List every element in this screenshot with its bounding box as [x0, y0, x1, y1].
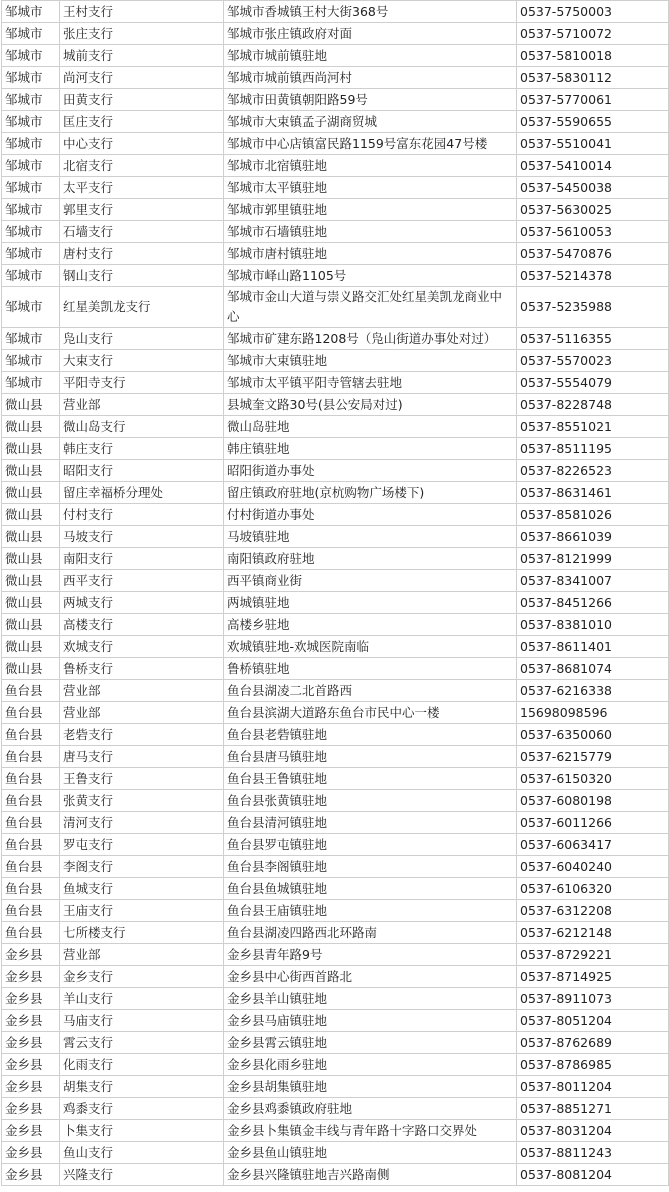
city-cell: 邹城市	[2, 45, 60, 67]
table-row	[2, 482, 669, 504]
table-row	[2, 265, 669, 287]
address-cell: 付村街道办事处	[224, 504, 517, 526]
address-cell: 韩庄镇驻地	[224, 438, 517, 460]
branch-name-cell: 马庙支行	[60, 1010, 224, 1032]
city-cell: 微山县	[2, 592, 60, 614]
phone-cell: 0537-6011266	[517, 812, 669, 834]
address-cell: 金乡县马庙镇驻地	[224, 1010, 517, 1032]
table-row	[2, 372, 669, 394]
phone-cell: 0537-6150320	[517, 768, 669, 790]
table-row	[2, 89, 669, 111]
phone-cell: 0537-8611401	[517, 636, 669, 658]
address-cell: 邹城市唐村镇驻地	[224, 243, 517, 265]
address-cell: 两城镇驻地	[224, 592, 517, 614]
branch-name-cell: 七所楼支行	[60, 922, 224, 944]
table-row	[2, 944, 669, 966]
table-row	[2, 812, 669, 834]
phone-cell: 0537-8011204	[517, 1076, 669, 1098]
address-cell: 鱼台县罗屯镇驻地	[224, 834, 517, 856]
city-cell: 鱼台县	[2, 900, 60, 922]
address-cell: 邹城市郭里镇驻地	[224, 199, 517, 221]
address-cell: 鱼台县唐马镇驻地	[224, 746, 517, 768]
city-cell: 邹城市	[2, 243, 60, 265]
branch-name-cell: 匡庄支行	[60, 111, 224, 133]
branch-name-cell: 羊山支行	[60, 988, 224, 1010]
address-cell: 南阳镇政府驻地	[224, 548, 517, 570]
branch-name-cell: 昭阳支行	[60, 460, 224, 482]
phone-cell: 0537-6312208	[517, 900, 669, 922]
branch-name-cell: 尚河支行	[60, 67, 224, 89]
address-cell: 鱼台县湖凌四路西北环路南	[224, 922, 517, 944]
phone-cell: 0537-5235988	[517, 287, 669, 328]
phone-cell: 0537-8051204	[517, 1010, 669, 1032]
table-row	[2, 23, 669, 45]
branch-name-cell: 城前支行	[60, 45, 224, 67]
table-row	[2, 1142, 669, 1164]
city-cell: 金乡县	[2, 1032, 60, 1054]
phone-cell: 0537-6080198	[517, 790, 669, 812]
city-cell: 金乡县	[2, 1098, 60, 1120]
address-cell: 昭阳街道办事处	[224, 460, 517, 482]
phone-cell: 0537-8811243	[517, 1142, 669, 1164]
branch-name-cell: 钢山支行	[60, 265, 224, 287]
branch-name-cell: 南阳支行	[60, 548, 224, 570]
address-cell: 鲁桥镇驻地	[224, 658, 517, 680]
address-cell: 西平镇商业街	[224, 570, 517, 592]
address-cell: 邹城市城前镇西尚河村	[224, 67, 517, 89]
city-cell: 微山县	[2, 482, 60, 504]
address-cell: 鱼台县湖凌二北首路西	[224, 680, 517, 702]
phone-cell: 0537-8786985	[517, 1054, 669, 1076]
city-cell: 微山县	[2, 504, 60, 526]
address-cell: 邹城市大束镇孟子湖商贸城	[224, 111, 517, 133]
city-cell: 金乡县	[2, 966, 60, 988]
city-cell: 鱼台县	[2, 790, 60, 812]
phone-cell: 0537-5570023	[517, 350, 669, 372]
branch-name-cell: 田黄支行	[60, 89, 224, 111]
phone-cell: 0537-6216338	[517, 680, 669, 702]
branch-name-cell: 太平支行	[60, 177, 224, 199]
phone-cell: 0537-8581026	[517, 504, 669, 526]
branch-name-cell: 北宿支行	[60, 155, 224, 177]
city-cell: 邹城市	[2, 89, 60, 111]
city-cell: 金乡县	[2, 988, 60, 1010]
table-row	[2, 856, 669, 878]
table-row	[2, 548, 669, 570]
city-cell: 邹城市	[2, 350, 60, 372]
phone-cell: 0537-6350060	[517, 724, 669, 746]
address-cell: 金乡县中心街西首路北	[224, 966, 517, 988]
address-cell: 邹城市城前镇驻地	[224, 45, 517, 67]
table-row	[2, 350, 669, 372]
branch-name-cell: 霄云支行	[60, 1032, 224, 1054]
phone-cell: 0537-8851271	[517, 1098, 669, 1120]
address-cell: 留庄镇政府驻地(京杭购物广场楼下)	[224, 482, 517, 504]
branch-name-cell: 高楼支行	[60, 614, 224, 636]
branch-name-cell: 营业部	[60, 702, 224, 724]
branch-name-cell: 红星美凯龙支行	[60, 287, 224, 328]
address-cell: 鱼台县王鲁镇驻地	[224, 768, 517, 790]
branch-name-cell: 马坡支行	[60, 526, 224, 548]
city-cell: 鱼台县	[2, 702, 60, 724]
table-row	[2, 177, 669, 199]
city-cell: 邹城市	[2, 67, 60, 89]
branch-name-cell: 韩庄支行	[60, 438, 224, 460]
branch-name-cell: 付村支行	[60, 504, 224, 526]
branch-name-cell: 李阁支行	[60, 856, 224, 878]
address-cell: 金乡县鸡黍镇政府驻地	[224, 1098, 517, 1120]
city-cell: 邹城市	[2, 287, 60, 328]
table-row	[2, 1076, 669, 1098]
table-row	[2, 636, 669, 658]
phone-cell: 0537-8714925	[517, 966, 669, 988]
table-row	[2, 155, 669, 177]
phone-cell: 0537-5810018	[517, 45, 669, 67]
phone-cell: 0537-8228748	[517, 394, 669, 416]
table-row	[2, 768, 669, 790]
table-row	[2, 111, 669, 133]
city-cell: 金乡县	[2, 1142, 60, 1164]
city-cell: 微山县	[2, 614, 60, 636]
branch-name-cell: 王村支行	[60, 1, 224, 23]
table-row	[2, 328, 669, 350]
branch-name-cell: 凫山支行	[60, 328, 224, 350]
table-row	[2, 1098, 669, 1120]
phone-cell: 0537-8031204	[517, 1120, 669, 1142]
phone-cell: 0537-5710072	[517, 23, 669, 45]
address-cell: 欢城镇驻地-欢城医院南临	[224, 636, 517, 658]
table-row	[2, 67, 669, 89]
city-cell: 鱼台县	[2, 724, 60, 746]
branch-name-cell: 清河支行	[60, 812, 224, 834]
phone-cell: 0537-8551021	[517, 416, 669, 438]
city-cell: 鱼台县	[2, 834, 60, 856]
city-cell: 微山县	[2, 460, 60, 482]
table-row	[2, 922, 669, 944]
table-row	[2, 614, 669, 636]
address-cell: 邹城市金山大道与崇义路交汇处红星美凯龙商业中心	[224, 287, 517, 328]
city-cell: 金乡县	[2, 1010, 60, 1032]
table-row	[2, 45, 669, 67]
branch-name-cell: 兴隆支行	[60, 1164, 224, 1186]
phone-cell: 0537-6106320	[517, 878, 669, 900]
branch-name-cell: 欢城支行	[60, 636, 224, 658]
branch-name-cell: 张庄支行	[60, 23, 224, 45]
phone-cell: 0537-6215779	[517, 746, 669, 768]
address-cell: 金乡县卜集镇金丰线与青年路十字路口交界处	[224, 1120, 517, 1142]
branch-name-cell: 王鲁支行	[60, 768, 224, 790]
branch-name-cell: 卜集支行	[60, 1120, 224, 1142]
table-row	[2, 504, 669, 526]
address-cell: 鱼台县张黄镇驻地	[224, 790, 517, 812]
table-row	[2, 966, 669, 988]
table-row	[2, 526, 669, 548]
city-cell: 微山县	[2, 438, 60, 460]
branch-table	[1, 0, 669, 1186]
table-row	[2, 724, 669, 746]
table-row	[2, 221, 669, 243]
city-cell: 金乡县	[2, 1164, 60, 1186]
branch-name-cell: 金乡支行	[60, 966, 224, 988]
table-row	[2, 287, 669, 328]
phone-cell: 0537-8121999	[517, 548, 669, 570]
city-cell: 鱼台县	[2, 878, 60, 900]
branch-name-cell: 石墙支行	[60, 221, 224, 243]
table-row	[2, 1, 669, 23]
city-cell: 邹城市	[2, 23, 60, 45]
branch-name-cell: 唐马支行	[60, 746, 224, 768]
table-row	[2, 834, 669, 856]
city-cell: 金乡县	[2, 944, 60, 966]
address-cell: 鱼台县李阁镇驻地	[224, 856, 517, 878]
city-cell: 邹城市	[2, 1, 60, 23]
table-row	[2, 1054, 669, 1076]
table-row	[2, 416, 669, 438]
branch-name-cell: 营业部	[60, 944, 224, 966]
table-row	[2, 1164, 669, 1186]
phone-cell: 0537-8451266	[517, 592, 669, 614]
branch-name-cell: 平阳寺支行	[60, 372, 224, 394]
address-cell: 微山岛驻地	[224, 416, 517, 438]
branch-name-cell: 西平支行	[60, 570, 224, 592]
phone-cell: 0537-8511195	[517, 438, 669, 460]
city-cell: 鱼台县	[2, 922, 60, 944]
branch-name-cell: 鸡黍支行	[60, 1098, 224, 1120]
city-cell: 邹城市	[2, 177, 60, 199]
address-cell: 金乡县青年路9号	[224, 944, 517, 966]
phone-cell: 15698098596	[517, 702, 669, 724]
phone-cell: 0537-5510041	[517, 133, 669, 155]
phone-cell: 0537-6212148	[517, 922, 669, 944]
phone-cell: 0537-5554079	[517, 372, 669, 394]
branch-name-cell: 鱼城支行	[60, 878, 224, 900]
phone-cell: 0537-5590655	[517, 111, 669, 133]
phone-cell: 0537-5410014	[517, 155, 669, 177]
address-cell: 金乡县兴隆镇驻地吉兴路南侧	[224, 1164, 517, 1186]
branch-name-cell: 唐村支行	[60, 243, 224, 265]
city-cell: 微山县	[2, 416, 60, 438]
address-cell: 邹城市大束镇驻地	[224, 350, 517, 372]
phone-cell: 0537-8226523	[517, 460, 669, 482]
city-cell: 微山县	[2, 570, 60, 592]
city-cell: 鱼台县	[2, 812, 60, 834]
table-row	[2, 570, 669, 592]
phone-cell: 0537-8681074	[517, 658, 669, 680]
address-cell: 高楼乡驻地	[224, 614, 517, 636]
branch-name-cell: 胡集支行	[60, 1076, 224, 1098]
phone-cell: 0537-5214378	[517, 265, 669, 287]
branch-name-cell: 化雨支行	[60, 1054, 224, 1076]
phone-cell: 0537-5630025	[517, 199, 669, 221]
address-cell: 鱼台县清河镇驻地	[224, 812, 517, 834]
address-cell: 邹城市张庄镇政府对面	[224, 23, 517, 45]
branch-table-body	[2, 1, 669, 1186]
phone-cell: 0537-5116355	[517, 328, 669, 350]
city-cell: 金乡县	[2, 1076, 60, 1098]
address-cell: 邹城市中心店镇富民路1159号富东花园47号楼	[224, 133, 517, 155]
city-cell: 鱼台县	[2, 768, 60, 790]
address-cell: 鱼台县王庙镇驻地	[224, 900, 517, 922]
address-cell: 金乡县胡集镇驻地	[224, 1076, 517, 1098]
branch-name-cell: 留庄幸福桥分理处	[60, 482, 224, 504]
address-cell: 邹城市太平镇驻地	[224, 177, 517, 199]
table-row	[2, 790, 669, 812]
branch-name-cell: 张黄支行	[60, 790, 224, 812]
city-cell: 邹城市	[2, 265, 60, 287]
phone-cell: 0537-5830112	[517, 67, 669, 89]
table-row	[2, 878, 669, 900]
table-row	[2, 658, 669, 680]
phone-cell: 0537-5450038	[517, 177, 669, 199]
table-row	[2, 394, 669, 416]
table-row	[2, 438, 669, 460]
branch-name-cell: 营业部	[60, 680, 224, 702]
address-cell: 鱼台县老砦镇驻地	[224, 724, 517, 746]
address-cell: 金乡县羊山镇驻地	[224, 988, 517, 1010]
phone-cell: 0537-8631461	[517, 482, 669, 504]
city-cell: 微山县	[2, 526, 60, 548]
phone-cell: 0537-8911073	[517, 988, 669, 1010]
city-cell: 邹城市	[2, 221, 60, 243]
branch-name-cell: 郭里支行	[60, 199, 224, 221]
address-cell: 鱼台县鱼城镇驻地	[224, 878, 517, 900]
address-cell: 县城奎文路30号(县公安局对过)	[224, 394, 517, 416]
city-cell: 微山县	[2, 658, 60, 680]
branch-name-cell: 中心支行	[60, 133, 224, 155]
branch-name-cell: 两城支行	[60, 592, 224, 614]
city-cell: 邹城市	[2, 111, 60, 133]
table-row	[2, 1032, 669, 1054]
city-cell: 微山县	[2, 548, 60, 570]
address-cell: 金乡县霄云镇驻地	[224, 1032, 517, 1054]
city-cell: 鱼台县	[2, 680, 60, 702]
address-cell: 马坡镇驻地	[224, 526, 517, 548]
phone-cell: 0537-8341007	[517, 570, 669, 592]
city-cell: 邹城市	[2, 372, 60, 394]
city-cell: 邹城市	[2, 133, 60, 155]
phone-cell: 0537-5770061	[517, 89, 669, 111]
city-cell: 鱼台县	[2, 746, 60, 768]
phone-cell: 0537-8381010	[517, 614, 669, 636]
address-cell: 邹城市太平镇平阳寺管辖去驻地	[224, 372, 517, 394]
address-cell: 金乡县鱼山镇驻地	[224, 1142, 517, 1164]
address-cell: 邹城市峄山路1105号	[224, 265, 517, 287]
address-cell: 邹城市田黄镇朝阳路59号	[224, 89, 517, 111]
phone-cell: 0537-5750003	[517, 1, 669, 23]
phone-cell: 0537-8081204	[517, 1164, 669, 1186]
address-cell: 邹城市香城镇王村大街368号	[224, 1, 517, 23]
branch-name-cell: 微山岛支行	[60, 416, 224, 438]
branch-name-cell: 罗屯支行	[60, 834, 224, 856]
city-cell: 邹城市	[2, 328, 60, 350]
table-row	[2, 243, 669, 265]
table-row	[2, 746, 669, 768]
phone-cell: 0537-8729221	[517, 944, 669, 966]
table-row	[2, 1010, 669, 1032]
city-cell: 邹城市	[2, 199, 60, 221]
address-cell: 邹城市矿建东路1208号（凫山街道办事处对过）	[224, 328, 517, 350]
table-row	[2, 199, 669, 221]
city-cell: 邹城市	[2, 155, 60, 177]
table-row	[2, 1120, 669, 1142]
branch-name-cell: 大束支行	[60, 350, 224, 372]
table-row	[2, 592, 669, 614]
city-cell: 微山县	[2, 636, 60, 658]
table-row	[2, 900, 669, 922]
phone-cell: 0537-6063417	[517, 834, 669, 856]
phone-cell: 0537-5610053	[517, 221, 669, 243]
table-row	[2, 988, 669, 1010]
branch-name-cell: 老砦支行	[60, 724, 224, 746]
address-cell: 鱼台县滨湖大道路东鱼台市民中心一楼	[224, 702, 517, 724]
phone-cell: 0537-5470876	[517, 243, 669, 265]
table-row	[2, 680, 669, 702]
address-cell: 金乡县化雨乡驻地	[224, 1054, 517, 1076]
branch-name-cell: 王庙支行	[60, 900, 224, 922]
phone-cell: 0537-8661039	[517, 526, 669, 548]
branch-name-cell: 鲁桥支行	[60, 658, 224, 680]
address-cell: 邹城市北宿镇驻地	[224, 155, 517, 177]
city-cell: 金乡县	[2, 1120, 60, 1142]
city-cell: 鱼台县	[2, 856, 60, 878]
city-cell: 金乡县	[2, 1054, 60, 1076]
phone-cell: 0537-6040240	[517, 856, 669, 878]
phone-cell: 0537-8762689	[517, 1032, 669, 1054]
table-row	[2, 702, 669, 724]
branch-name-cell: 鱼山支行	[60, 1142, 224, 1164]
city-cell: 微山县	[2, 394, 60, 416]
address-cell: 邹城市石墙镇驻地	[224, 221, 517, 243]
table-row	[2, 460, 669, 482]
branch-name-cell: 营业部	[60, 394, 224, 416]
table-row	[2, 133, 669, 155]
